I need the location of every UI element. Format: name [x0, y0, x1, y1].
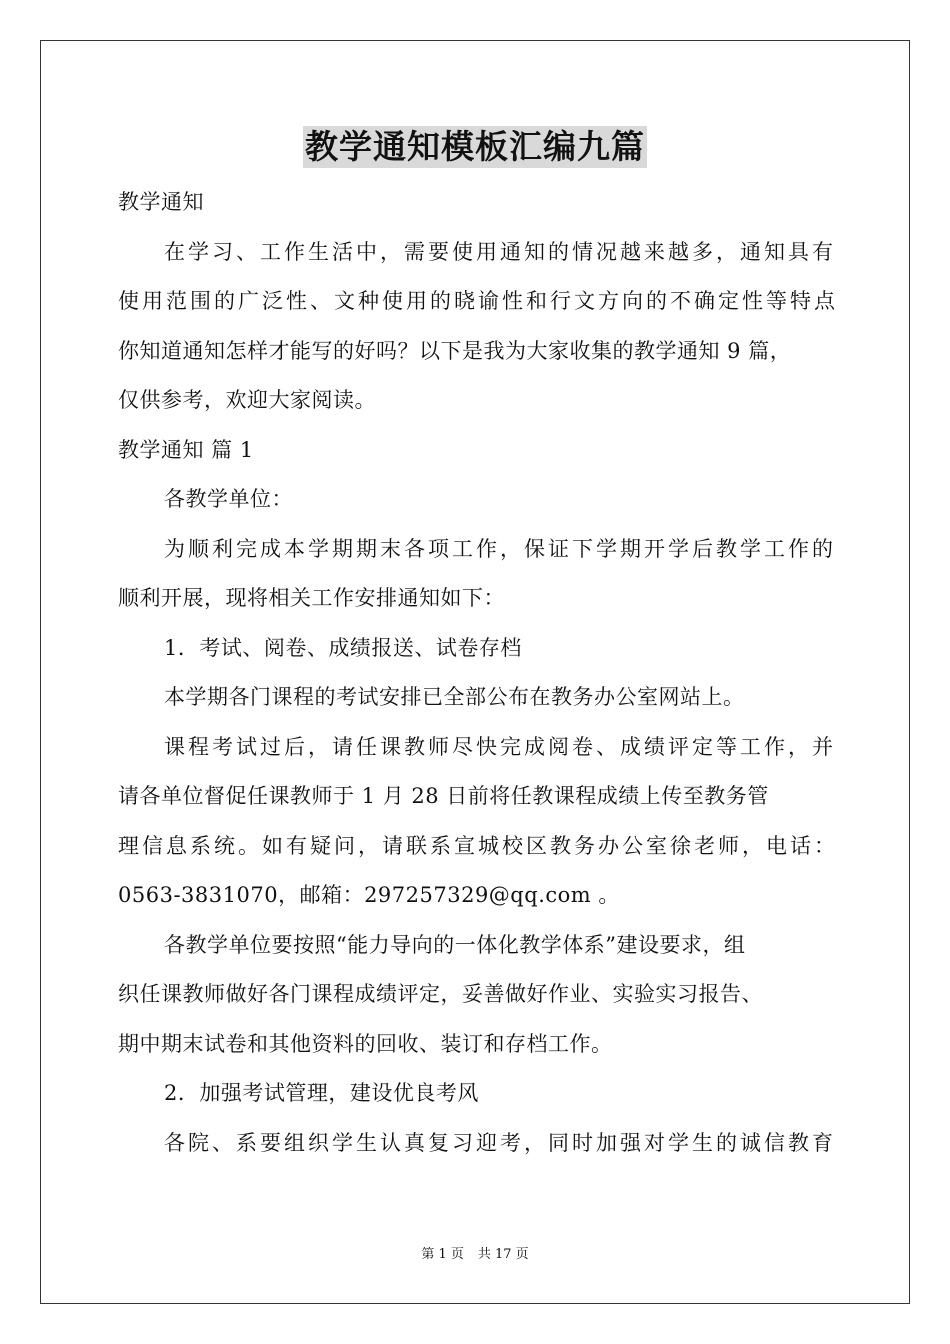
- paragraph-line: 你知道通知怎样才能写的好吗？以下是我为大家收集的教学通知 9 篇，: [118, 338, 792, 363]
- list-item-heading: 1．考试、阅卷、成绩报送、试卷存档: [164, 635, 522, 660]
- paragraph-line: 织任课教师做好各门课程成绩评定，妥善做好作业、实验实习报告、: [118, 982, 763, 1006]
- paragraph-line: 各教学单位：: [164, 487, 293, 511]
- page-footer: [0, 1246, 950, 1264]
- paragraph-line: 顺利开展，现将相关工作安排通知如下：: [118, 586, 505, 610]
- paragraph-line: 课程考试过后，请任课教师尽快完成阅卷、成绩评定等工作，并: [164, 734, 836, 759]
- paragraph-line: 仅供参考，欢迎大家阅读。: [118, 388, 376, 412]
- paragraph-line: 各教学单位要按照“能力导向的一体化教学体系”建设要求，组: [164, 932, 746, 957]
- paragraph-line: 本学期各门课程的考试安排已全部公布在教务办公室网站上。: [164, 685, 745, 709]
- paragraph-line: 各院、系要组织学生认真复习迎考，同时加强对学生的诚信教育: [164, 1130, 836, 1155]
- section-heading: 教学通知 篇 1: [118, 437, 254, 462]
- paragraph-line: 使用范围的广泛性、文种使用的晓谕性和行文方向的不确定性等特点: [118, 289, 838, 313]
- list-item-heading: 2．加强考试管理，建设优良考风: [164, 1081, 479, 1105]
- paragraph-line: 在学习、工作生活中，需要使用通知的情况越来越多，通知具有: [164, 239, 836, 264]
- page-total: 共 17 页: [477, 1247, 529, 1262]
- title-area: [0, 126, 950, 168]
- document-title: 教学通知模板汇编九篇: [305, 127, 645, 166]
- page-number: 第 1 页: [421, 1247, 464, 1262]
- paragraph-line: 期中期末试卷和其他资料的回收、装订和存档工作。: [118, 1031, 613, 1056]
- paragraph-line: 0563-3831070，邮箱：297257329@qq.com 。: [118, 883, 620, 907]
- document-body: [118, 178, 838, 1168]
- paragraph-line: 请各单位督促任课教师于 1 月 28 日前将任教课程成绩上传至教务管: [118, 784, 769, 808]
- paragraph-line: 为顺利完成本学期期末各项工作，保证下学期开学后教学工作的: [164, 536, 836, 561]
- paragraph-line: 理信息系统。如有疑问，请联系宣城校区教务办公室徐老师，电话：: [118, 833, 838, 858]
- section-heading: 教学通知: [118, 190, 204, 214]
